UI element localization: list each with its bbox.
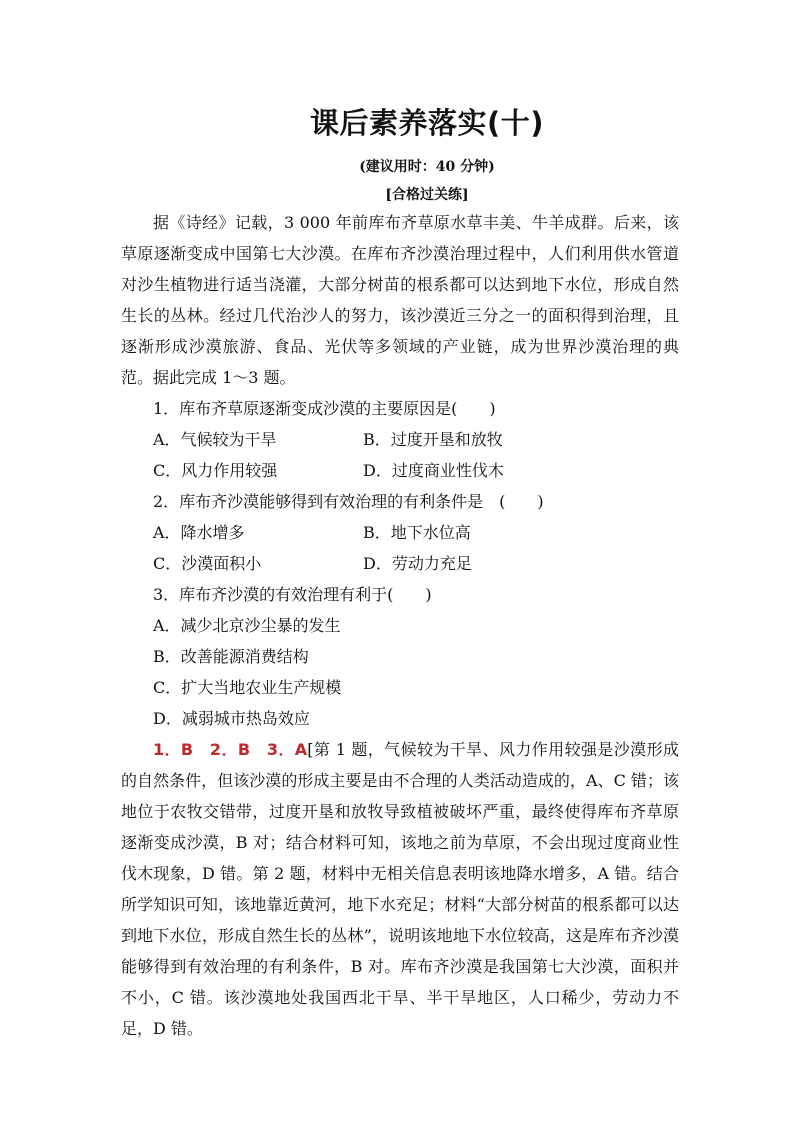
answer-key: 1．B 2．B 3．A (153, 740, 308, 759)
passage-paragraph: 据《诗经》记载，3 000 年前库布齐草原水草丰美、牛羊成群。后来，该草原逐渐变成中国第七大沙漠。在库布齐沙漠治理过程中，人们利用供水管道对沙生植物进行适当浇灌，大部分树苗的根系都可以达到地下水位，形成自然生长的丛林。经过几代治沙人的努力，该沙漠近三分之一的面积得到治理，且逐渐形成沙漠旅游、食品、光伏等多领域的产业链，成为世界沙漠治理的典范。据此完成 1～3 题。 (121, 213, 679, 387)
option-d: D．劳动力充足 (363, 554, 472, 573)
explanation-text: [第 1 题，气候较为干旱、风力作用较强是沙漠形成的自然条件，但该沙漠的形成主要是由不合理的人类活动造成的，A、C 错；该地位于农牧交错带，过度开垦和放牧导致植被破坏严重，最终使得库布齐草原逐渐变成沙漠，B 对；结合材料可知，该地之前为草原，不会出现过度商业性伐木现象，D 错。第 2 题，材料中无相关信息表明该地降水增多，A 错。结合所学知识可知，该地靠近黄河，地下水充足；材料“大部分树苗的根系都可以达到地下水位，形成自然生长的丛林”，说明该地地下水位较高，这是库布齐沙漠能够得到有效治理的有利条件，B 对。库布齐沙漠是我国第七大沙漠，面积并不小，C 错。该沙漠地处我国西北干旱、半干旱地区，人口稀少，劳动力不足，D 错。 (121, 740, 679, 1038)
options-row (121, 424, 679, 455)
question-3 (121, 579, 679, 734)
option-d: D．减弱城市热岛效应 (153, 709, 310, 728)
option-a: A．降水增多 (153, 523, 245, 542)
time-note: (建议用时：40 分钟) (359, 159, 495, 175)
page-title: 课后素养落实(十) (309, 106, 544, 140)
option-d: D．过度商业性伐木 (363, 461, 504, 480)
content-body (121, 207, 679, 1044)
options-row (121, 548, 679, 579)
answer-explanation (121, 734, 679, 1044)
options-row (121, 455, 679, 486)
option-b: B．过度开垦和放牧 (363, 430, 503, 449)
options-row (121, 517, 679, 548)
question-2 (121, 486, 679, 579)
option-c: C．风力作用较强 (153, 461, 278, 480)
question-stem: 3．库布齐沙漠的有效治理有利于( ) (153, 585, 432, 604)
option-a: A．减少北京沙尘暴的发生 (153, 616, 341, 635)
question-stem: 2．库布齐沙漠能够得到有效治理的有利条件是 ( ) (153, 492, 544, 511)
question-stem: 1．库布齐草原逐渐变成沙漠的主要原因是( ) (153, 399, 496, 418)
option-b: B．地下水位高 (363, 523, 471, 542)
section-heading: [合格过关练] (385, 187, 469, 203)
option-a: A．气候较为干旱 (153, 430, 277, 449)
question-1 (121, 393, 679, 486)
option-c: C．沙漠面积小 (153, 554, 262, 573)
option-b: B．改善能源消费结构 (153, 647, 309, 666)
option-c: C．扩大当地农业生产规模 (153, 678, 342, 697)
